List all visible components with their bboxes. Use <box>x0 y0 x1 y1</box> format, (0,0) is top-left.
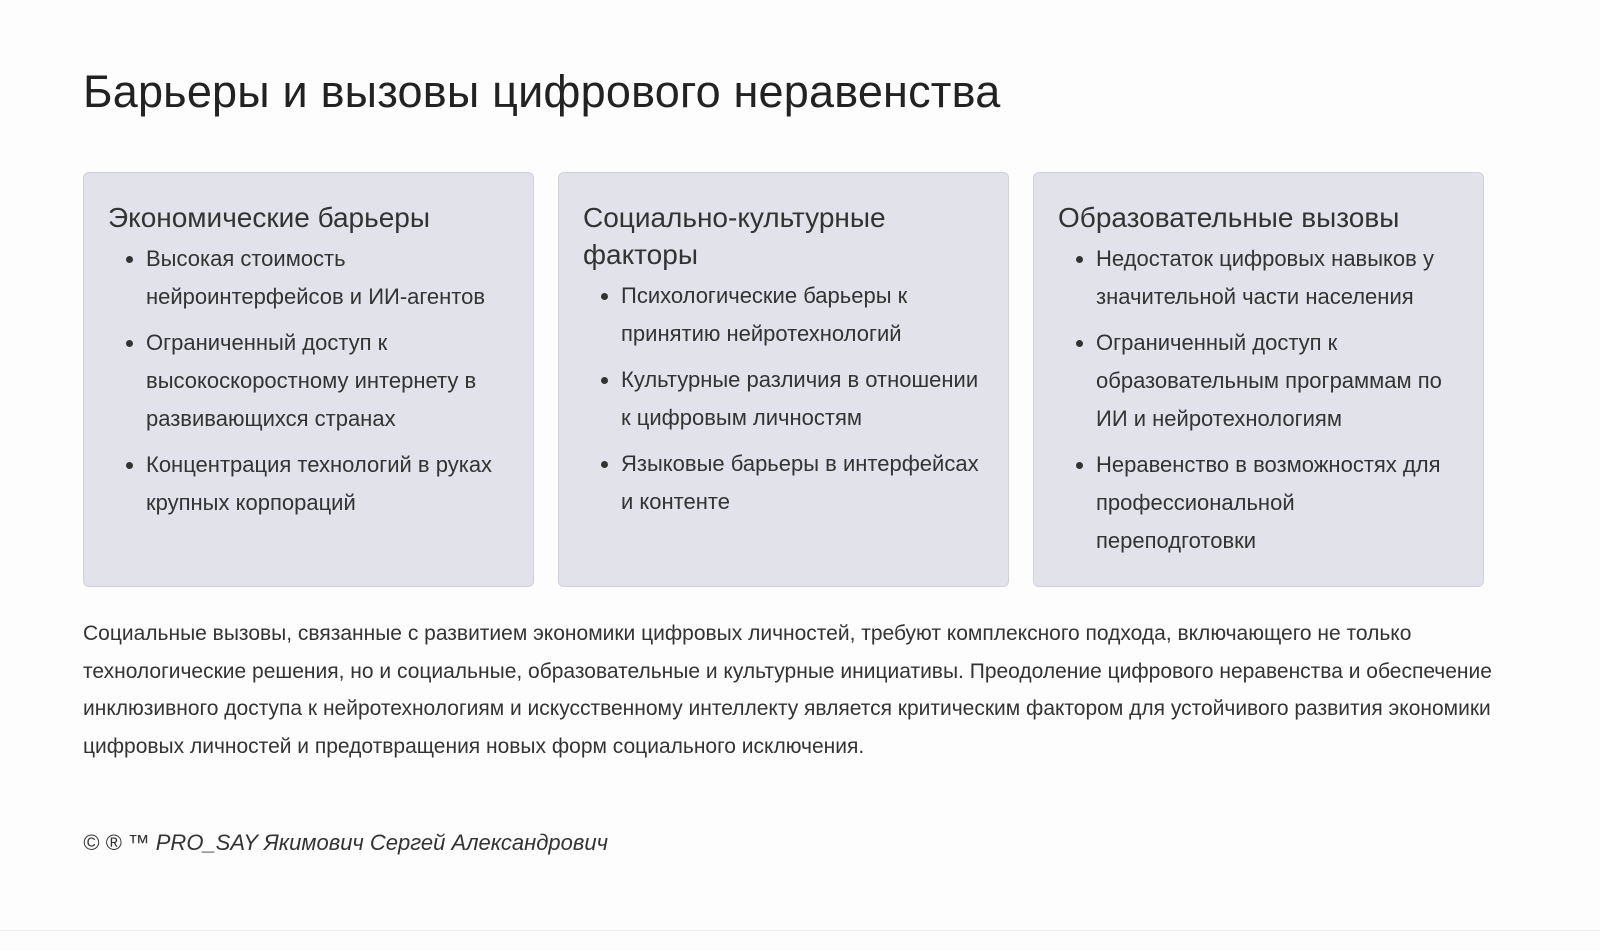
list-item: • Недостаток цифровых навыков у значительной части населения <box>1096 240 1459 316</box>
list-item: • Культурные различия в отношении к цифровым личностям <box>621 361 984 437</box>
card-heading: Социально-культурные факторы <box>583 202 886 270</box>
summary-paragraph: Социальные вызовы, связанные с развитием экономики цифровых личностей, требуют комплексного подхода, включающего не только технологические решения, но и социальные, образовательные и культурные инициативы. Преодоление цифрового неравенства и обеспечение инклюзивного доступа к нейротехнологиям и искусственному интеллекту является критическим фактором для устойчивого развития экономики цифровых личностей и предотвращения новых форм социального исключения. <box>83 622 1492 758</box>
card-list <box>1058 240 1459 560</box>
list-item: • Высокая стоимость нейроинтерфейсов и ИИ-агентов <box>146 240 509 316</box>
divider <box>0 930 1600 931</box>
list-item: • Психологические барьеры к принятию нейротехнологий <box>621 277 984 353</box>
page-title: Барьеры и вызовы цифрового неравенства <box>83 66 1001 117</box>
card-economic-barriers <box>83 172 534 587</box>
cards-row <box>83 172 1484 587</box>
copyright-line: © ® ™ PRO_SAY Якимович Сергей Александрович <box>83 830 609 855</box>
card-heading: Экономические барьеры <box>108 202 430 233</box>
list-item: • Ограниченный доступ к высокоскоростному интернету в развивающихся странах <box>146 324 509 438</box>
list-item: • Языковые барьеры в интерфейсах и контенте <box>621 445 984 521</box>
list-item: • Концентрация технологий в руках крупных корпораций <box>146 446 509 522</box>
card-list <box>583 277 984 521</box>
list-item: • Неравенство в возможностях для профессиональной переподготовки <box>1096 446 1459 560</box>
card-educational-challenges <box>1033 172 1484 587</box>
list-item: • Ограниченный доступ к образовательным программам по ИИ и нейротехнологиям <box>1096 324 1459 438</box>
card-heading: Образовательные вызовы <box>1058 202 1400 233</box>
card-sociocultural-factors <box>558 172 1009 587</box>
card-list <box>108 240 509 522</box>
